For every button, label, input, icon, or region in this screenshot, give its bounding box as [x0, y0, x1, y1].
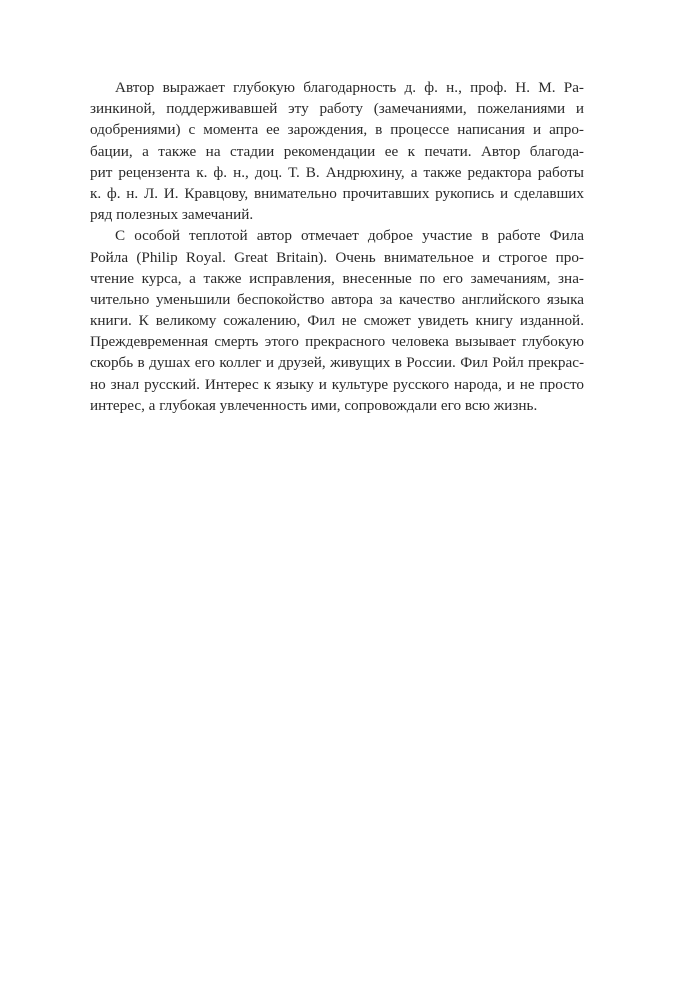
acknowledgements-text — [90, 77, 584, 416]
text-line: бации, а также на стадии рекомендации ее к печати. Автор благода- — [90, 142, 584, 160]
text-line: книги. К великому сожалению, Фил не сможет увидеть книгу изданной. — [90, 312, 584, 330]
text-line: чительно уменьшили беспокойство автора за качество английского языка — [90, 290, 584, 308]
text-line: Ройла (Philip Royal. Great Britain). Очень внимательное и строгое про- — [90, 248, 584, 266]
paragraph-acknowledgement-philip-royal — [90, 225, 584, 416]
text-line: скорбь в душах его коллег и друзей, живущих в России. Фил Ройл прекрас- — [90, 354, 584, 372]
text-line: рит рецензента к. ф. н., доц. Т. В. Андрюхину, а также редактора работы — [90, 163, 584, 181]
text-line: Преждевременная смерть этого прекрасного человека вызывает глубокую — [90, 333, 584, 351]
text-line: Автор выражает глубокую благодарность д. ф. н., проф. Н. М. Ра- — [115, 79, 584, 96]
text-line: интерес, а глубокая увлеченность ими, сопровождали его всю жизнь. — [90, 396, 538, 414]
text-line: к. ф. н. Л. И. Кравцову, внимательно прочитавших рукопись и сделавших — [90, 184, 584, 202]
paragraph-acknowledgement-reviewers — [90, 77, 584, 225]
text-line: ряд полезных замечаний. — [90, 206, 254, 224]
text-line: чтение курса, а также исправления, внесенные по его замечаниям, зна- — [90, 269, 584, 287]
text-line: одобрениями) с момента ее зарождения, в процессе написания и апро- — [90, 121, 584, 139]
text-line: зинкиной, поддерживавшей эту работу (замечаниями, пожеланиями и — [90, 100, 584, 118]
text-line: но знал русский. Интерес к языку и культуре русского народа, и не просто — [90, 375, 584, 393]
text-line: С особой теплотой автор отмечает доброе участие в работе Фила — [115, 227, 584, 245]
